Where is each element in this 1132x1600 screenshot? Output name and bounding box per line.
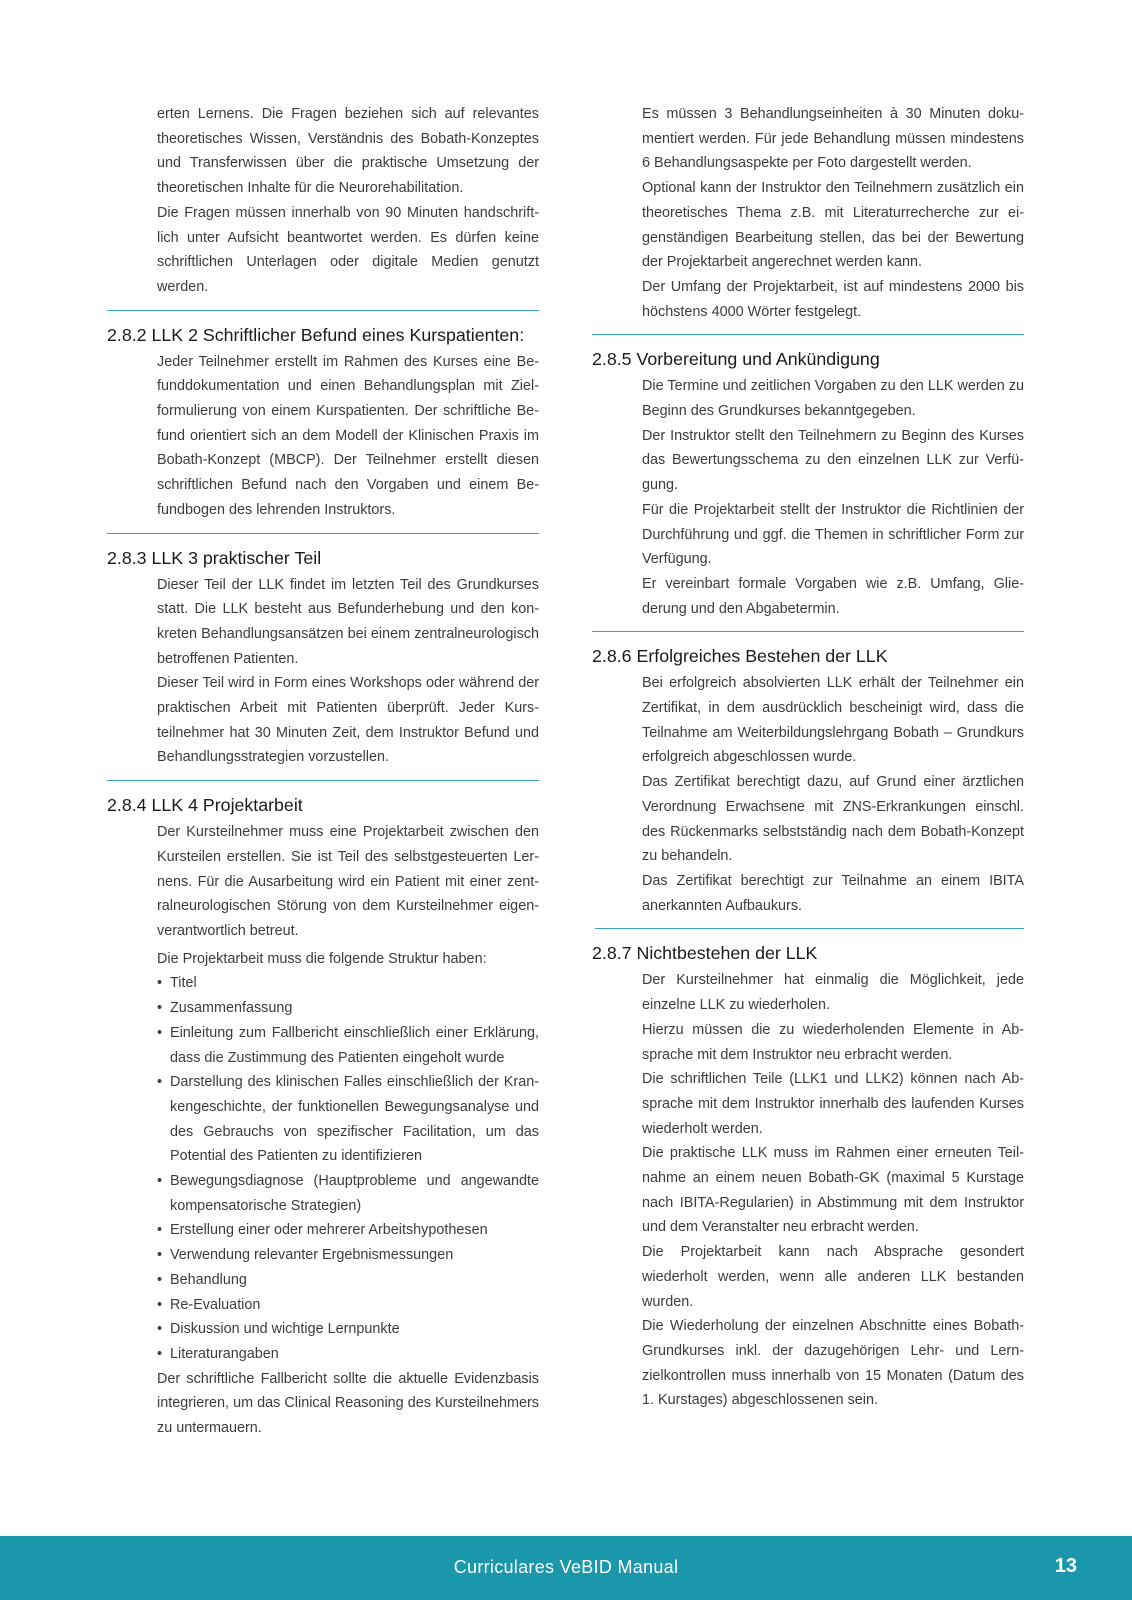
- bullet-icon: •: [157, 975, 163, 992]
- paragraph: Hierzu müssen die zu wiederholenden Elemente in Absprache mit dem Instruktor neu erbracht werden.: [642, 1021, 1024, 1063]
- list-item: • Re-Evaluation: [157, 1293, 539, 1318]
- left-column: [107, 102, 539, 1441]
- list-item: • Erstellung einer oder mehrerer Arbeitshypothesen: [157, 1218, 539, 1243]
- bullet-icon: •: [157, 1024, 163, 1041]
- section-heading-2-8-3: 2.8.3 LLK 3 praktischer Teil: [107, 547, 322, 568]
- section-heading-2-8-5: 2.8.5 Vorbereitung und Ankündigung: [592, 349, 880, 370]
- list-item: • Bewegungsdiagnose (Hauptprobleme und angewandte kompensatorische Strategien): [157, 1169, 539, 1218]
- page-number: 13: [1054, 1555, 1077, 1577]
- list-item: • Zusammenfassung: [157, 996, 539, 1021]
- list-item: • Literaturangaben: [157, 1342, 539, 1367]
- section-heading-2-8-6: 2.8.6 Erfolgreiches Bestehen der LLK: [592, 646, 888, 667]
- paragraph: Das Zertifikat berechtigt zur Teilnahme an einem IBITA anerkannten Aufbaukurs.: [642, 872, 1024, 914]
- list-item: • Verwendung relevanter Ergebnismessungen: [157, 1243, 539, 1268]
- paragraph: Die Projektarbeit muss die folgende Struktur haben:: [157, 950, 487, 967]
- paragraph: Die schriftlichen Teile (LLK1 und LLK2) können nach Absprache mit dem Instruktor innerhalb des laufenden Kurses wiederholt werden.: [642, 1071, 1024, 1137]
- section-heading-2-8-2: 2.8.2 LLK 2 Schriftlicher Befund eines Kurspatienten:: [107, 324, 525, 345]
- bullet-icon: •: [157, 1247, 163, 1264]
- paragraph: Er vereinbart formale Vorgaben wie z.B. Umfang, Gliederung und den Abgabetermin.: [642, 575, 1024, 617]
- bullet-icon: •: [157, 1271, 163, 1288]
- paragraph: Für die Projektarbeit stellt der Instruktor die Richtlinien der Durchführung und ggf. die Themen in schriftlicher Form zur Verfügung.: [642, 501, 1024, 568]
- section-divider: [592, 631, 1024, 632]
- paragraph: Die Projektarbeit kann nach Absprache gesondert wiederholt werden, wenn alle anderen LLK bestanden wurden.: [642, 1244, 1024, 1310]
- paragraph: Der Kursteilnehmer hat einmalig die Möglichkeit, jede einzelne LLK zu wiederholen.: [642, 972, 1024, 1014]
- paragraph: Die Fragen müssen innerhalb von 90 Minuten handschriftlich unter Aufsicht beantwortet werden. Es dürfen keine schriftlichen Unterlagen oder digitale Medien genutzt werden.: [157, 204, 539, 295]
- paragraph: Bei erfolgreich absolvierten LLK erhält der Teilnehmer ein Zertifikat, in dem ausdrücklich bescheinigt wird, dass die Teilnahme am Weiterbildungslehrgang Bobath – Grundkurs erfolgreich abgeschlossen wurde.: [642, 675, 1024, 766]
- bullet-icon: •: [157, 1345, 163, 1362]
- section-heading-2-8-4: 2.8.4 LLK 4 Projektarbeit: [107, 795, 303, 816]
- list-item: • Darstellung des klinischen Falles einschließlich der Krankengeschichte, der funktionellen Bewegungsanalyse und des Gebrauchs von spezifischer Facilitation, um das Potential des Patienten zu identifizieren: [157, 1070, 539, 1169]
- right-column: [592, 102, 1024, 1413]
- bullet-icon: •: [157, 1321, 163, 1338]
- list-item: • Titel: [157, 971, 539, 996]
- bullet-icon: •: [157, 1000, 163, 1017]
- section-divider: [107, 310, 539, 311]
- paragraph: Optional kann der Instruktor den Teilnehmern zusätzlich ein theoretisches Thema z.B. mit Literaturrecherche zur eigenständigen Bearbeitung stellen, das bei der Bewertung der Projektarbeit angerechnet werden kann.: [642, 180, 1024, 271]
- paragraph: Jeder Teilnehmer erstellt im Rahmen des Kurses eine Befunddokumentation und einen Behandlungsplan mit Zielformulierung von einem Kurspatienten. Der schriftliche Befund orientiert sich an dem Modell der Klinischen Praxis im Bobath-Konzept (MBCP). Der Teilnehmer erstellt diesen schriftlichen Befund nach den Vorgaben und einem Befundbogen des lehrenden Instruktors.: [157, 353, 539, 518]
- bullet-icon: •: [157, 1173, 163, 1190]
- paragraph: Der Kursteilnehmer muss eine Projektarbeit zwischen den Kursteilen erstellen. Sie ist Teil des selbstgesteuerten Lernens. Für die Ausarbeitung wird ein Patient mit einer zentralneurologischen Störung von dem Kursteilnehmer eigenverantwortlich betreut.: [157, 824, 539, 939]
- section-divider: [595, 928, 1024, 929]
- section-divider: [107, 533, 539, 534]
- list-item: • Diskussion und wichtige Lernpunkte: [157, 1317, 539, 1342]
- footer-title: Curriculares VeBID Manual: [453, 1557, 679, 1577]
- page-footer: [0, 1536, 1132, 1600]
- paragraph: Das Zertifikat berechtigt dazu, auf Grund einer ärztlichen Verordnung Erwachsene mit ZNS-Erkrankungen einschl. des Rückenmarks selbstständig nach dem Bobath-Konzept zu behandeln.: [642, 774, 1024, 865]
- list-item: • Einleitung zum Fallbericht einschließlich einer Erklärung, dass die Zustimmung des Patienten eingeholt wurde: [157, 1021, 539, 1070]
- paragraph: Die praktische LLK muss im Rahmen einer erneuten Teilnahme an einem neuen Bobath-GK (maximal 5 Kurstage nach IBITA-Regularien) in Abstimmung mit dem Instruktor und dem Veranstalter neu erbracht werden.: [642, 1145, 1024, 1236]
- bullet-icon: •: [157, 1296, 163, 1313]
- section-heading-2-8-7: 2.8.7 Nichtbestehen der LLK: [592, 943, 818, 964]
- paragraph: Es müssen 3 Behandlungseinheiten à 30 Minuten dokumentiert werden. Für jede Behandlung müssen mindestens 6 Behandlungsaspekte per Foto dargestellt werden.: [642, 106, 1024, 172]
- list-item: • Behandlung: [157, 1268, 539, 1293]
- section-divider: [592, 334, 1024, 335]
- paragraph: Der Instruktor stellt den Teilnehmern zu Beginn des Kurses das Bewertungsschema zu den einzelnen LLK zur Verfügung.: [642, 427, 1024, 494]
- paragraph: Dieser Teil wird in Form eines Workshops oder während der praktischen Arbeit mit Patienten überprüft. Jeder Kursteilnehmer hat 30 Minuten Zeit, dem Instruktor Befund und Behandlungsstrategien vorzustellen.: [157, 675, 539, 766]
- bullet-icon: •: [157, 1222, 163, 1239]
- section-divider: [107, 780, 539, 781]
- paragraph: Der schriftliche Fallbericht sollte die aktuelle Evidenzbasis integrieren, um das Clinical Reasoning des Kursteilnehmers zu untermauern.: [157, 1370, 539, 1437]
- paragraph: Dieser Teil der LLK findet im letzten Teil des Grundkurses statt. Die LLK besteht aus Befunderhebung und den konkreten Behandlungsansätzen bei einem zentralneurologisch betroffenen Patienten.: [157, 576, 539, 667]
- bullet-icon: •: [157, 1074, 163, 1091]
- structure-list: [107, 971, 539, 1366]
- paragraph: Die Termine und zeitlichen Vorgaben zu den LLK werden zu Beginn des Grundkurses bekanntgegeben.: [642, 378, 1024, 420]
- paragraph: Die Wiederholung der einzelnen Abschnitte eines Bobath-Grundkurses inkl. der dazugehörigen Lehr- und Lernzielkontrollen muss innerhalb von 15 Monaten (Datum des 1. Kurstages) abgeschlossenen sein.: [642, 1318, 1024, 1409]
- paragraph: erten Lernens. Die Fragen beziehen sich auf relevantes theoretisches Wissen, Verständnis des Bobath-Konzeptes und Transferwissen über die praktische Umsetzung der theoretischen Inhalte für die Neurorehabilitation.: [157, 106, 539, 197]
- paragraph: Der Umfang der Projektarbeit, ist auf mindestens 2000 bis höchstens 4000 Wörter festgelegt.: [642, 278, 1024, 320]
